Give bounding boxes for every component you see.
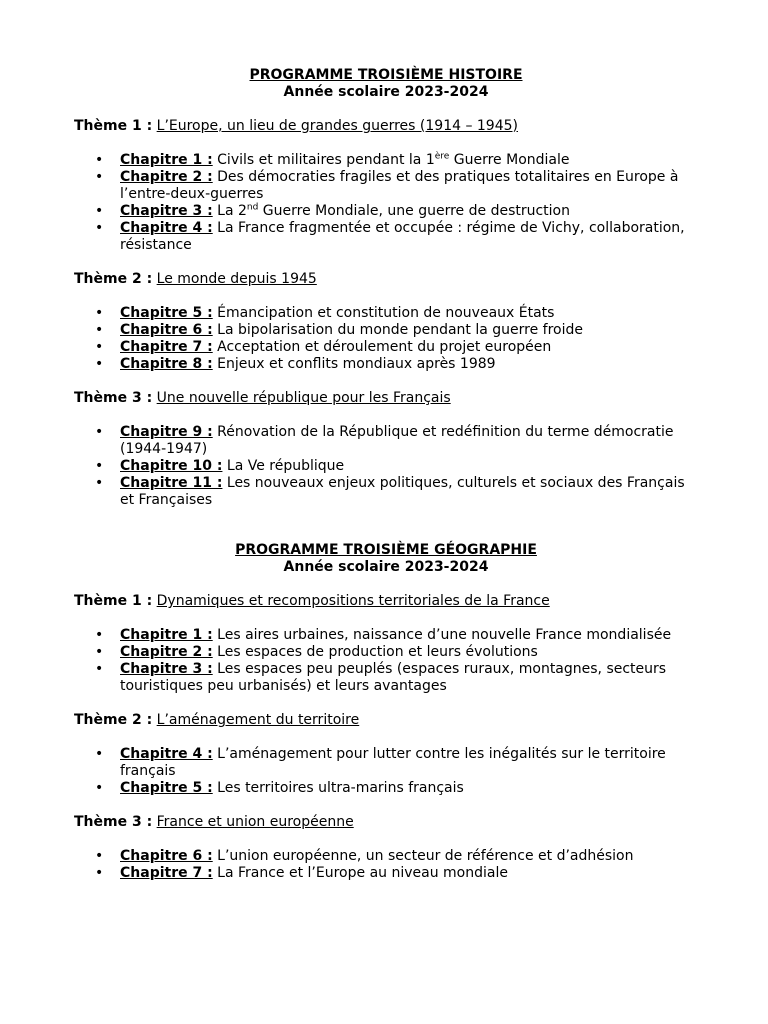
- bullet-icon: •: [95, 322, 104, 338]
- chapter-item: [74, 848, 698, 865]
- chapter-list: [74, 152, 698, 254]
- chapter-text: Civils et militaires pendant la 1: [217, 152, 435, 168]
- theme-label: Thème 3 :: [74, 390, 153, 406]
- chapter-label: Chapitre 3 :: [120, 203, 213, 219]
- chapter-text-end: Guerre Mondiale: [449, 152, 570, 168]
- title-block: [74, 542, 698, 576]
- school-year: Année scolaire 2023-2024: [283, 84, 489, 100]
- chapter-label: Chapitre 9 :: [120, 424, 213, 440]
- theme-name: Le monde depuis 1945: [156, 271, 317, 287]
- chapter-item: [74, 627, 698, 644]
- bullet-icon: •: [95, 220, 104, 236]
- chapter-item: [74, 339, 698, 356]
- chapter-text: La 2: [217, 203, 247, 219]
- theme-label: Thème 1 :: [74, 593, 153, 609]
- chapter-label: Chapitre 7 :: [120, 339, 213, 355]
- chapter-superscript: ère: [434, 151, 450, 162]
- bullet-icon: •: [95, 848, 104, 864]
- theme-name: Une nouvelle république pour les Français: [156, 390, 451, 406]
- theme-label: Thème 2 :: [74, 271, 153, 287]
- school-year: Année scolaire 2023-2024: [283, 559, 489, 575]
- chapter-item: [74, 661, 698, 695]
- theme-name: Dynamiques et recompositions territoriales de la France: [156, 593, 550, 609]
- chapter-label: Chapitre 11 :: [120, 475, 223, 491]
- chapter-list: [74, 746, 698, 797]
- chapter-label: Chapitre 3 :: [120, 661, 213, 677]
- geography-section: [74, 542, 698, 882]
- theme-heading: [74, 390, 698, 407]
- bullet-icon: •: [95, 780, 104, 796]
- chapter-label: Chapitre 1 :: [120, 152, 213, 168]
- chapter-superscript: nd: [246, 202, 259, 213]
- bullet-icon: •: [95, 169, 104, 185]
- chapter-text: Acceptation et déroulement du projet européen: [217, 339, 552, 355]
- chapter-text: Rénovation de la République et redéfinition du terme démocratie (1944-1947): [120, 424, 674, 457]
- theme-name: France et union européenne: [156, 814, 354, 830]
- theme-heading: [74, 118, 698, 135]
- theme-name: L’Europe, un lieu de grandes guerres (1914 – 1945): [156, 118, 518, 134]
- chapter-label: Chapitre 6 :: [120, 848, 213, 864]
- chapter-item: [74, 746, 698, 780]
- bullet-icon: •: [95, 458, 104, 474]
- chapter-text: L’union européenne, un secteur de référence et d’adhésion: [217, 848, 634, 864]
- chapter-text: La France fragmentée et occupée : régime de Vichy, collaboration, résistance: [120, 220, 685, 253]
- chapter-text: Les espaces de production et leurs évolutions: [217, 644, 538, 660]
- chapter-item: [74, 780, 698, 797]
- bullet-icon: •: [95, 865, 104, 881]
- chapter-label: Chapitre 7 :: [120, 865, 213, 881]
- chapter-text: Les espaces peu peuplés (espaces ruraux, montagnes, secteurs touristiques peu urbanisés) et leurs avantages: [120, 661, 667, 694]
- chapter-label: Chapitre 10 :: [120, 458, 223, 474]
- chapter-text: Les aires urbaines, naissance d’une nouvelle France mondialisée: [217, 627, 672, 643]
- chapter-list: [74, 424, 698, 509]
- chapter-text: Émancipation et constitution de nouveaux États: [217, 305, 555, 321]
- chapter-item: [74, 322, 698, 339]
- bullet-icon: •: [95, 305, 104, 321]
- bullet-icon: •: [95, 356, 104, 372]
- chapter-label: Chapitre 2 :: [120, 169, 213, 185]
- theme-heading: [74, 712, 698, 729]
- chapter-list: [74, 305, 698, 373]
- chapter-label: Chapitre 5 :: [120, 780, 213, 796]
- chapter-item: [74, 203, 698, 220]
- title-block: [74, 67, 698, 101]
- chapter-list: [74, 627, 698, 695]
- chapter-item: [74, 356, 698, 373]
- theme-name: L’aménagement du territoire: [156, 712, 360, 728]
- theme-label: Thème 1 :: [74, 118, 153, 134]
- bullet-icon: •: [95, 424, 104, 440]
- bullet-icon: •: [95, 644, 104, 660]
- chapter-item: [74, 644, 698, 661]
- chapter-label: Chapitre 8 :: [120, 356, 213, 372]
- theme-heading: [74, 593, 698, 610]
- chapter-item: [74, 305, 698, 322]
- theme-label: Thème 2 :: [74, 712, 153, 728]
- chapter-label: Chapitre 1 :: [120, 627, 213, 643]
- chapter-text-end: Guerre Mondiale, une guerre de destruction: [258, 203, 570, 219]
- chapter-label: Chapitre 5 :: [120, 305, 213, 321]
- bullet-icon: •: [95, 152, 104, 168]
- chapter-list: [74, 848, 698, 882]
- chapter-text: Les territoires ultra-marins français: [217, 780, 464, 796]
- chapter-item: [74, 458, 698, 475]
- bullet-icon: •: [95, 746, 104, 762]
- chapter-label: Chapitre 4 :: [120, 220, 213, 236]
- chapter-text: Les nouveaux enjeux politiques, culturels et sociaux des Français et Françaises: [120, 475, 685, 508]
- bullet-icon: •: [95, 475, 104, 491]
- bullet-icon: •: [95, 339, 104, 355]
- chapter-text: La bipolarisation du monde pendant la guerre froide: [217, 322, 584, 338]
- chapter-text: La Ve république: [226, 458, 345, 474]
- chapter-item: [74, 220, 698, 254]
- chapter-label: Chapitre 6 :: [120, 322, 213, 338]
- chapter-item: [74, 152, 698, 169]
- chapter-text: Enjeux et conflits mondiaux après 1989: [217, 356, 496, 372]
- chapter-text: La France et l’Europe au niveau mondiale: [217, 865, 508, 881]
- chapter-label: Chapitre 4 :: [120, 746, 213, 762]
- theme-label: Thème 3 :: [74, 814, 153, 830]
- chapter-text: Des démocraties fragiles et des pratiques totalitaires en Europe à l’entre-deux-guerres: [120, 169, 679, 202]
- chapter-label: Chapitre 2 :: [120, 644, 213, 660]
- program-title: PROGRAMME TROISIÈME HISTOIRE: [249, 67, 523, 83]
- chapter-item: [74, 424, 698, 458]
- chapter-text: L’aménagement pour lutter contre les inégalités sur le territoire français: [120, 746, 666, 779]
- chapter-item: [74, 865, 698, 882]
- theme-heading: [74, 271, 698, 288]
- theme-heading: [74, 814, 698, 831]
- bullet-icon: •: [95, 203, 104, 219]
- bullet-icon: •: [95, 661, 104, 677]
- chapter-item: [74, 169, 698, 203]
- program-title: PROGRAMME TROISIÈME GÉOGRAPHIE: [235, 542, 537, 558]
- bullet-icon: •: [95, 627, 104, 643]
- chapter-item: [74, 475, 698, 509]
- history-section: [74, 67, 698, 509]
